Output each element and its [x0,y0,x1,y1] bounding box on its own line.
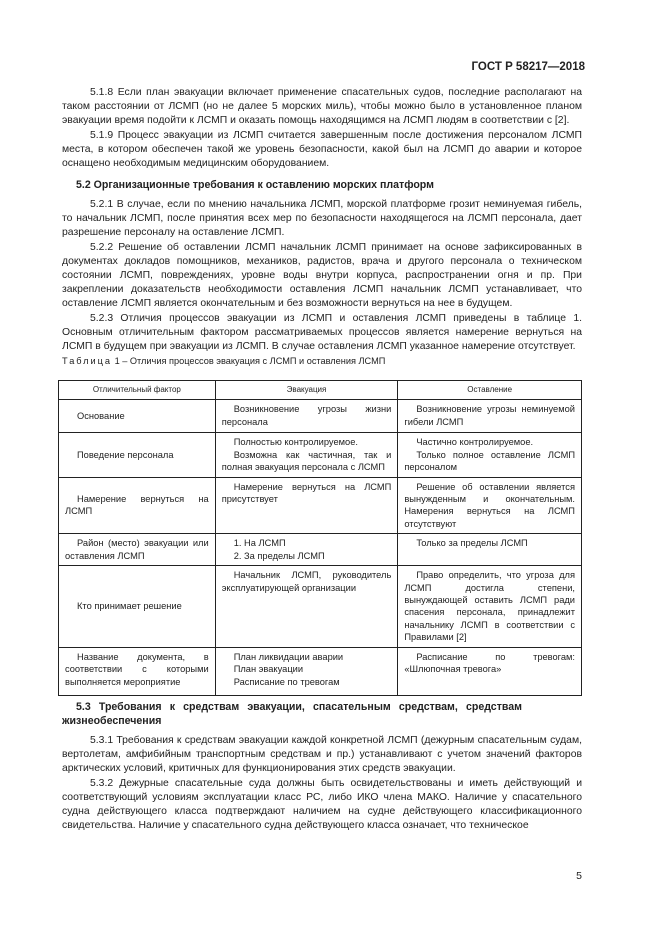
section-heading-5-3: 5.3 Требования к средствам эвакуации, спасательным средствам, средствам жизнеобеспечения [62,701,522,727]
paragraph-5-2-3: 5.2.3 Отличия процессов эвакуации из ЛСМП и оставления ЛСМП приведены в таблице 1. Основным отличительным фактором рассматриваемых процессов является намерение вернуться на ЛСМП в будущем при эвакуации из ЛСМП. В случае оставления ЛСМП указанное намерение отсутствует. [62,312,582,353]
paragraph-5-3-2: 5.3.2 Дежурные спасательные суда должны быть освидетельствованы и иметь действующий и соответствующий условиям эксплуатации класс РС, либо ИКО члена МАКО. Наличие у спасательного судна действующего класса подтверждают наличием на судне действующего классификационного свидетельства. Наличие у спасательного судна действующего класса означает, что техническое [62,777,582,832]
factor-cell [59,400,216,433]
cell-text: Полностью контролируемое. [233,437,358,448]
evacuation-cell [215,566,398,647]
table-row [59,647,582,695]
abandonment-cell [398,400,582,433]
section-51-continued [62,86,582,171]
cell-text: Намерение вернуться на ЛСМП присутствует [221,481,392,505]
abandonment-cell [398,566,582,647]
cell-text: Намерение вернуться на ЛСМП [65,494,209,517]
cell-text: Кто принимает решение [77,601,182,612]
cell-text: Только за пределы ЛСМП [416,538,528,549]
cell-text: Название документа, в соответствии с которыми выполняется мероприятие [65,651,209,687]
table-caption-text: 1 – Отличия процессов эвакуация с ЛСМП и оставления ЛСМП [112,356,386,366]
paragraph-5-3-1: 5.3.1 Требования к средствам эвакуации каждой конкретной ЛСМП (дежурным спасательным судам, вертолетам, амфибийным транспортным средствам и пр.) устанавливают с учетом значений факторов арктических условий, критичных для функционирования этих средств эвакуации. [62,735,582,775]
evacuation-cell [215,400,398,433]
cell-text: Основание [77,411,125,422]
section-heading-5-2: 5.2 Организационные требования к оставлению морских платформ [76,179,434,191]
cell-text: Возникновение угрозы жизни персонала [221,404,392,427]
table-header-row [59,381,582,400]
abandonment-cell [398,433,582,477]
cell-text: План эвакуации [233,664,304,675]
cell-text: План ликвидации аварии [233,651,344,662]
cell-text: Поведение персонала [77,449,174,460]
paragraph-5-2-1: 5.2.1 В случае, если по мнению начальника ЛСМП, морской платформе грозит неминуемая гибель, то начальник ЛСМП, после принятия всех мер по безопасности находящегося на ЛСМП персонала, дает разрешение персоналу на оставление ЛСМП. [62,199,582,239]
cell-text: Частично контролируемое. [416,437,534,448]
cell-text: 1. На ЛСМП [233,538,286,549]
factor-cell [59,647,216,695]
document-id: ГОСТ Р 58217—2018 [471,61,585,73]
page-number: 5 [576,870,582,882]
column-header: Отличительный фактор [59,381,216,400]
section-5-2 [62,178,582,354]
evacuation-cell [215,534,398,566]
evacuation-cell [215,647,398,695]
factor-cell [59,566,216,647]
factor-cell [59,534,216,566]
cell-text: Район (место) эвакуации или оставления ЛСМП [65,538,209,561]
cell-text: 2. За пределы ЛСМП [233,550,325,561]
comparison-table [58,380,582,696]
cell-text: Возможна как частичная, так и полная эвакуация персонала с ЛСМП [221,449,392,473]
table-row [59,566,582,647]
evacuation-cell [215,477,398,534]
table-row [59,433,582,477]
factor-cell [59,433,216,477]
cell-text: Расписание по тревогам: «Шлюпочная тревога» [404,651,575,675]
table-caption [62,356,385,366]
evacuation-cell [215,433,398,477]
section-5-3 [62,700,582,833]
table-caption-label: Таблица [62,356,113,366]
cell-text: Только полное оставление ЛСМП персоналом [404,449,575,473]
abandonment-cell [398,534,582,566]
abandonment-cell [398,477,582,534]
cell-text: Право определить, что угроза для ЛСМП достигла степени, вынуждающей оставить ЛСМП ради спасения персонала, принадлежит начальнику ЛСМП в соответствии с Правилами [2] [404,570,575,643]
abandonment-cell [398,647,582,695]
factor-cell [59,477,216,534]
cell-text: Решение об оставлении является вынужденным и окончательным. Намерения вернуться на ЛСМП отсутствуют [404,481,575,529]
table-row [59,477,582,534]
paragraph-5-1-8: 5.1.8 Если план эвакуации включает применение спасательных судов, последние располагают на таком расстоянии от ЛСМП (но не далее 5 морских миль), чтобы можно было в установленное планом эвакуации время подойти к ЛСМП и оказать помощь находящимся на ЛСМП людям в соответствии с [2]. [62,87,582,127]
table-row [59,534,582,566]
table-row [59,400,582,433]
paragraph-5-2-2: 5.2.2 Решение об оставлении ЛСМП начальник ЛСМП принимает на основе зафиксированных в документах докладов помощников, механиков, радистов, врача и другого персонала о техническом состоянии ЛСМП, повреждениях, уровне воды внутри корпуса, распространении огня и пр. При закреплении доказательств необходимости оставления ЛСМП начальник ЛСМП устанавливает, что оставление ЛСМП является окончательным и без возможности вернуться на нее в будущем. [62,241,582,310]
cell-text: Начальник ЛСМП, руководитель эксплуатирующей организации [221,570,392,593]
column-header: Оставление [398,381,582,400]
paragraph-5-1-9: 5.1.9 Процесс эвакуации из ЛСМП считается завершенным после достижения персоналом ЛСМП места, в котором обеспечен такой же уровень безопасности, какой был на ЛСМП до аварии и которое оснащено необходимым медицинским оборудованием. [62,129,582,170]
column-header: Эвакуация [215,381,398,400]
cell-text: Возникновение угрозы неминуемой гибели ЛСМП [404,404,575,427]
cell-text: Расписание по тревогам [233,676,340,687]
